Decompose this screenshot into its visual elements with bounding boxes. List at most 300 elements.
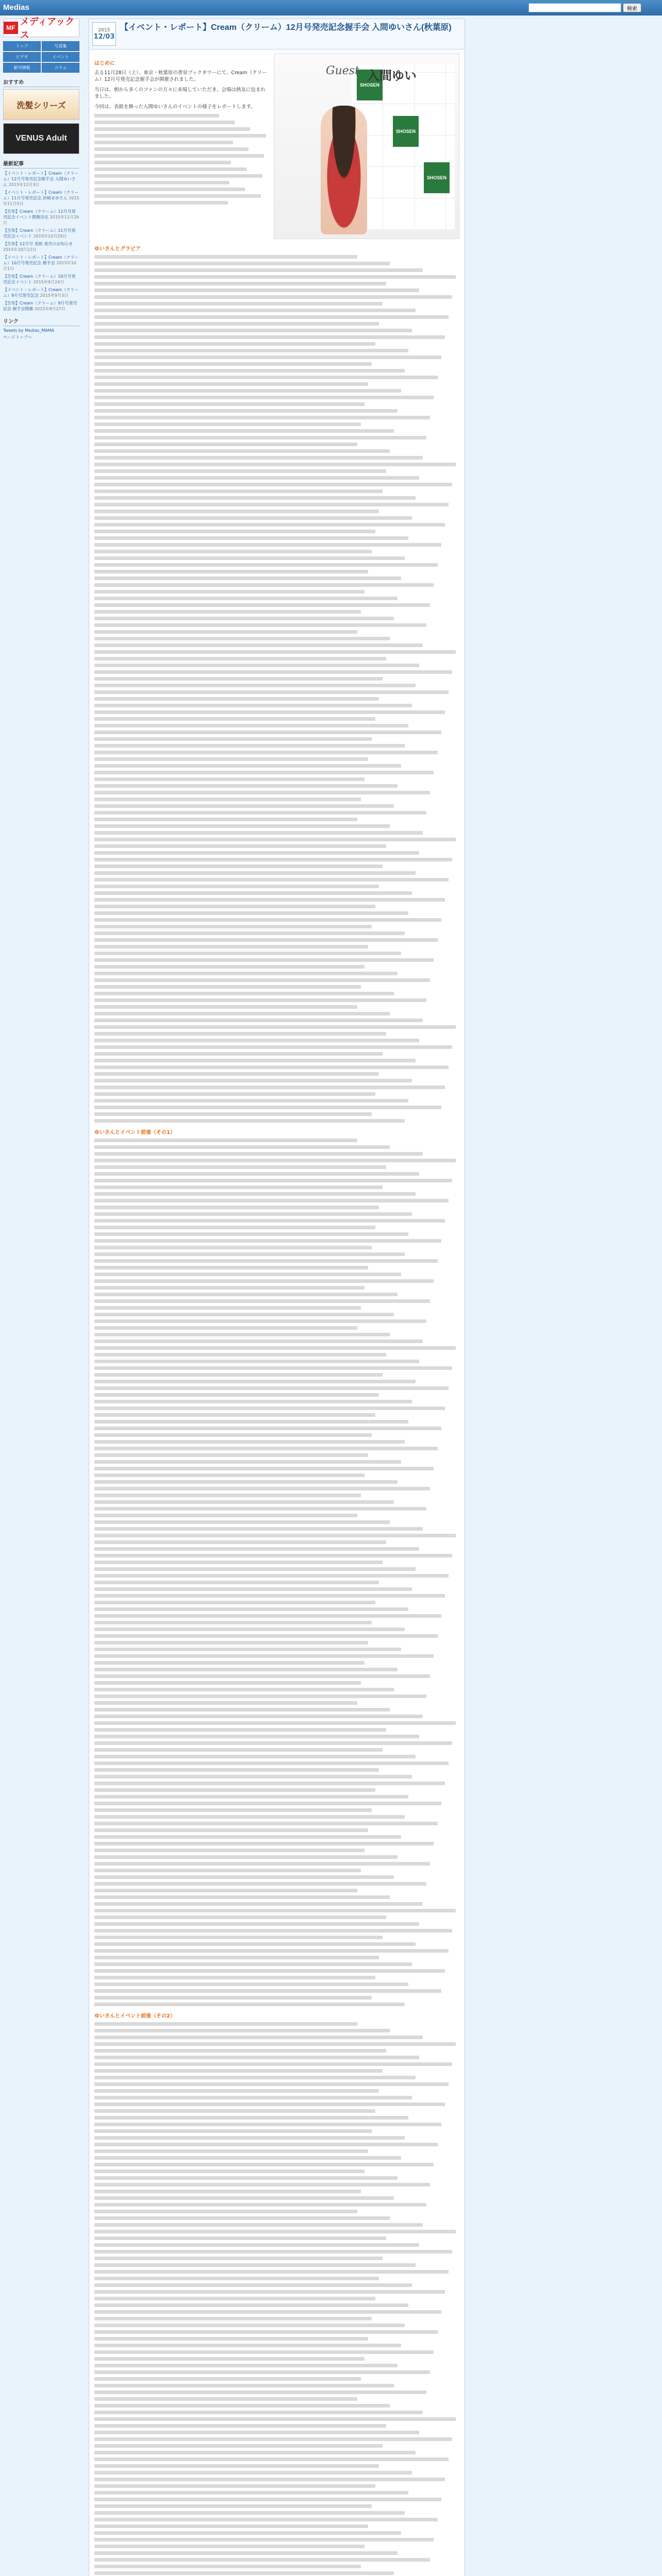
text-line: [94, 2290, 445, 2294]
recent-title: 【イベント・レポート】Cream（クリーム）9月号発売記念: [3, 287, 79, 298]
text-line: [94, 1922, 419, 1926]
paragraph: 当日は、朝から多くのファンの方々に来場していただき、会場は熱気に包まれました。: [94, 87, 266, 99]
text-line: [94, 931, 405, 935]
text-line: [94, 2109, 375, 2113]
text-line: [94, 1895, 390, 1899]
text-line: [94, 1293, 398, 1296]
text-line: [94, 1561, 383, 1564]
text-line: [94, 2062, 452, 2066]
text-line: [94, 2036, 423, 2039]
text-line: [94, 1842, 434, 1845]
text-line: [94, 1761, 449, 1765]
text-line: [94, 1621, 372, 1624]
sidebar: [0, 15, 82, 2576]
text-line: [94, 2330, 438, 2334]
text-line: [94, 1005, 357, 1009]
text-line: [94, 1534, 456, 1537]
recent-item[interactable]: [3, 241, 79, 252]
text-line: [94, 1822, 438, 1825]
main-content: [89, 19, 465, 2576]
recent-date: 2015年8月27日: [35, 307, 65, 311]
text-line: [94, 2384, 394, 2387]
text-line: [94, 2370, 430, 2374]
text-line: [94, 2437, 452, 2441]
text-line: [94, 1982, 408, 1986]
paragraph: 去る11月28日（土）、東京・秋葉原の書泉ブックタワーにて、Cream（クリーム）12月号発売記念握手会が開催されました。: [94, 70, 267, 82]
text-line: [94, 329, 412, 332]
text-line: [94, 2317, 372, 2320]
text-line: [94, 376, 438, 379]
text-line: [94, 1366, 452, 1370]
text-line: [94, 771, 434, 774]
recent-list: [3, 171, 79, 312]
text-line: [94, 2424, 386, 2428]
text-line: [94, 1802, 441, 1805]
text-line: [94, 690, 449, 694]
paragraph: 今回は、表紙を飾った入間ゆいさんのイベントの様子をレポートします。: [94, 104, 256, 110]
text-line: [94, 523, 445, 527]
text-line: [94, 2210, 357, 2213]
text-line: [94, 905, 375, 908]
text-line: [94, 858, 452, 861]
text-line: [94, 1145, 390, 1149]
photo-script: Guest: [326, 64, 359, 77]
text-line: [94, 563, 438, 567]
text-line: [94, 355, 441, 359]
text-line: [94, 777, 365, 781]
text-line: [94, 2096, 412, 2099]
text-line: [94, 1065, 449, 1069]
text-line: [94, 2056, 419, 2059]
text-line: [94, 871, 416, 875]
text-line: [94, 2257, 383, 2260]
text-line: [94, 583, 434, 587]
text-line: [94, 1788, 375, 1792]
text-line: [94, 998, 426, 1002]
text-line: [94, 1815, 405, 1819]
recent-date: 2015年12月3日: [8, 182, 40, 187]
text-line: [94, 1962, 412, 1966]
text-line: [94, 161, 231, 164]
text-line: [94, 1916, 386, 1919]
text-line: [94, 409, 398, 413]
text-line: [94, 134, 266, 138]
text-line: [94, 2082, 449, 2086]
photo-sign: SHOSEN: [393, 116, 419, 147]
text-line: [94, 1782, 445, 1785]
text-line: [94, 1239, 441, 1243]
text-line: [94, 1119, 405, 1123]
text-line: [94, 1681, 361, 1685]
sidebar-heading-recommend: おすすめ: [3, 78, 79, 87]
text-line: [94, 2170, 365, 2173]
text-line: [94, 1360, 419, 1363]
recent-item[interactable]: [3, 255, 79, 272]
recent-item[interactable]: [3, 300, 79, 312]
text-line: [94, 603, 430, 607]
text-line: [94, 1688, 394, 1691]
sidebar-heading-recent: 最新記事: [3, 159, 79, 168]
text-line: [94, 2076, 416, 2079]
article-header: [89, 19, 465, 49]
text-line: [94, 597, 398, 600]
logo-text: メディアックス: [20, 16, 75, 40]
sidebar-heading-links: リンク: [3, 317, 79, 326]
text-line: [94, 1212, 412, 1216]
text-line: [94, 2069, 383, 2073]
text-line: [94, 657, 386, 660]
text-line: [94, 2196, 394, 2200]
text-line: [94, 1219, 445, 1223]
text-line: [94, 1467, 434, 1470]
text-line: [94, 2129, 372, 2133]
text-line: [94, 1059, 416, 1062]
text-line: [94, 2344, 401, 2347]
text-line: [94, 2230, 456, 2233]
text-line: [94, 1259, 438, 1263]
article-title[interactable]: 【イベント・レポート】Cream（クリーム）12月号発売記念握手会 入間ゆいさん(秋葉原): [120, 23, 452, 32]
text-line: [94, 1092, 375, 1096]
nav-item[interactable]: ビデオ: [3, 52, 41, 62]
text-line: [94, 2558, 430, 2562]
text-line: [94, 784, 398, 788]
text-line: [94, 1045, 452, 1049]
text-line: [94, 1172, 419, 1176]
text-line: [94, 1139, 357, 1142]
text-line: [94, 2303, 408, 2307]
text-line: [94, 2364, 398, 2367]
text-line: [94, 851, 419, 855]
text-line: [94, 1741, 452, 1745]
banner-series[interactable]: 洗髪シリーズ: [3, 89, 79, 120]
text-line: [94, 2451, 416, 2454]
text-line: [94, 282, 386, 285]
text-line: [94, 309, 416, 312]
text-line: [94, 302, 383, 306]
text-line: [94, 382, 368, 386]
text-line: [94, 194, 261, 198]
text-line: [94, 623, 426, 627]
text-line: [94, 1708, 390, 1711]
text-line: [94, 2236, 386, 2240]
article-body: [89, 49, 465, 2576]
text-line: [94, 188, 245, 191]
text-block: [94, 1139, 459, 2006]
text-line: [94, 510, 379, 513]
text-line: [94, 2357, 365, 2361]
text-line: [94, 1748, 383, 1752]
text-line: [94, 1273, 401, 1276]
banner-adult[interactable]: VENUS Adult: [3, 123, 79, 154]
text-line: [94, 1192, 416, 1196]
text-line: [94, 985, 361, 989]
photo-sign: SHOSEN: [424, 162, 450, 193]
text-line: [94, 818, 357, 821]
text-line: [94, 1279, 434, 1283]
text-line: [94, 2183, 430, 2187]
text-line: [94, 550, 372, 553]
text-line: [94, 315, 449, 319]
text-line: [94, 556, 405, 560]
text-line: [94, 1232, 408, 1236]
text-line: [94, 992, 394, 995]
text-line: [94, 1185, 383, 1189]
text-line: [94, 289, 419, 292]
text-line: [94, 865, 383, 868]
recent-date: 2015年9月24日: [33, 280, 64, 284]
text-line: [94, 396, 434, 399]
text-line: [94, 369, 405, 372]
text-line: [94, 2565, 361, 2568]
text-line: [94, 1587, 412, 1591]
text-line: [94, 530, 375, 533]
text-line: [94, 1855, 398, 1859]
text-line: [94, 1206, 379, 1209]
text-line: [94, 2283, 412, 2287]
text-line: [94, 1072, 379, 1076]
recent-item[interactable]: [3, 209, 79, 226]
text-line: [94, 2478, 445, 2481]
text-line: [94, 1420, 408, 1423]
text-line: [94, 1099, 408, 1103]
text-line: [94, 2176, 398, 2180]
text-line: [94, 2324, 405, 2327]
text-line: [94, 295, 452, 299]
recent-title: 【告知】Cream（クリーム）9月号発売記念 握手会開催: [3, 301, 77, 311]
text-line: [94, 1909, 456, 1912]
text-line: [94, 1594, 445, 1598]
recent-item[interactable]: [3, 274, 79, 285]
text-line: [94, 543, 441, 547]
recent-item[interactable]: [3, 228, 79, 239]
text-line: [94, 416, 430, 419]
text-line: [94, 449, 390, 453]
text-line: [94, 1494, 361, 1497]
recent-title: 【告知】Cream（クリーム）12月号発売記念イベント開催決定: [3, 209, 76, 219]
text-line: [94, 362, 372, 366]
text-block: [94, 114, 268, 205]
text-line: [94, 2156, 401, 2160]
recent-date: 2015年10月29日: [33, 234, 67, 239]
text-line: [94, 724, 408, 727]
text-line: [94, 275, 456, 279]
text-line: [94, 1949, 449, 1953]
text-line: [94, 1406, 445, 1410]
text-line: [94, 2263, 416, 2267]
recent-item[interactable]: [3, 171, 79, 188]
nav-item[interactable]: 写真集: [42, 41, 79, 51]
text-line: [94, 1520, 390, 1524]
text-line: [94, 710, 445, 714]
text-line: [94, 167, 247, 171]
text-line: [94, 2310, 441, 2314]
text-line: [94, 268, 423, 272]
text-line: [94, 1453, 368, 1457]
twitter-link[interactable]: Tweets by Medias_MAMA: [3, 328, 55, 333]
text-line: [94, 114, 219, 117]
text-line: [94, 1427, 441, 1430]
text-line: [94, 1326, 357, 1330]
search-button[interactable]: 検索: [623, 3, 641, 12]
text-line: [94, 154, 264, 158]
text-line: [94, 476, 419, 480]
text-line: [94, 181, 229, 184]
text-line: [94, 516, 412, 520]
text-line: [94, 2397, 357, 2401]
text-line: [94, 824, 390, 828]
text-line: [94, 2458, 449, 2461]
text-line: [94, 2163, 434, 2166]
recent-title: 【イベント・レポート】Cream（クリーム）10月号発売記念 握手会: [3, 255, 79, 265]
text-line: [94, 891, 412, 895]
text-line: [94, 798, 361, 801]
text-line: [94, 1828, 368, 1832]
nav-item[interactable]: 新刊情報: [3, 63, 41, 73]
text-line: [94, 1648, 401, 1651]
text-line: [94, 1607, 408, 1611]
recent-date: 2015年11月26日: [3, 215, 79, 225]
text-line: [94, 2270, 449, 2274]
text-line: [94, 1313, 394, 1316]
text-line: [94, 764, 401, 768]
text-line: [94, 2042, 456, 2046]
text-line: [94, 650, 456, 654]
text-line: [94, 811, 426, 815]
text-line: [94, 2498, 441, 2501]
text-line: [94, 2143, 438, 2146]
text-line: [94, 878, 449, 882]
text-line: [94, 2190, 361, 2193]
text-line: [94, 2404, 390, 2408]
text-line: [94, 422, 361, 426]
text-line: [94, 1473, 365, 1477]
text-line: [94, 1353, 386, 1357]
site-brand[interactable]: Medias: [3, 3, 29, 12]
text-line: [94, 704, 412, 707]
text-line: [94, 349, 408, 352]
text-line: [94, 2504, 372, 2508]
text-line: [94, 1869, 361, 1872]
text-line: [94, 402, 365, 406]
text-line: [94, 2518, 438, 2521]
text-line: [94, 731, 441, 734]
text-line: [94, 1286, 365, 1290]
text-line: [94, 1333, 390, 1336]
text-line: [94, 2531, 401, 2535]
text-line: [94, 1976, 375, 1979]
text-line: [94, 1956, 379, 1959]
text-line: [94, 945, 368, 948]
text-line: [94, 684, 416, 687]
text-line: [94, 2243, 419, 2247]
text-line: [94, 2250, 452, 2253]
text-line: [94, 536, 408, 540]
text-line: [94, 925, 372, 928]
text-line: [94, 342, 375, 346]
text-line: [94, 1668, 398, 1671]
text-line: [94, 1306, 361, 1310]
text-line: [94, 2123, 441, 2126]
text-line: [94, 577, 401, 580]
text-line: [94, 938, 438, 942]
text-line: [94, 1019, 423, 1022]
text-line: [94, 141, 233, 144]
text-line: [94, 121, 235, 124]
text-line: [94, 717, 375, 721]
text-line: [94, 2049, 386, 2053]
recent-item[interactable]: [3, 190, 79, 207]
search-input[interactable]: [528, 3, 621, 12]
text-line: [94, 429, 394, 433]
text-line: [94, 677, 383, 681]
page-top-link[interactable]: ページトップへ: [3, 335, 32, 340]
text-line: [94, 2545, 365, 2548]
text-line: [94, 1413, 375, 1417]
text-line: [94, 1694, 426, 1698]
text-line: [94, 1674, 430, 1678]
recent-title: 【告知】Cream（クリーム）11月号発売記念イベント: [3, 228, 76, 239]
text-line: [94, 2431, 419, 2434]
nav-item[interactable]: コラム: [42, 63, 79, 73]
text-line: [94, 1152, 423, 1156]
site-logo[interactable]: [3, 16, 79, 40]
text-line: [94, 2203, 426, 2207]
text-line: [94, 1086, 445, 1089]
date-badge: [92, 22, 116, 46]
text-line: [94, 898, 445, 902]
text-line: [94, 1574, 449, 1578]
text-line: [94, 1849, 365, 1852]
text-line: [94, 389, 401, 393]
text-line: [94, 1346, 456, 1350]
text-line: [94, 1039, 419, 1042]
recent-item[interactable]: [3, 287, 79, 298]
recent-date: 2015年10月22日: [3, 247, 37, 252]
text-line: [94, 2216, 390, 2220]
text-line: [94, 670, 452, 674]
text-line: [94, 1902, 423, 1906]
text-line: [94, 637, 390, 640]
text-line: [94, 469, 386, 473]
recent-title: 【告知】12月号 表紙 発売のお知らせ: [3, 242, 73, 246]
text-line: [94, 456, 423, 460]
text-line: [94, 1179, 452, 1182]
text-line: [94, 744, 405, 748]
date-monthday: 12/03: [93, 32, 115, 41]
recent-title: 【イベント・レポート】Cream（クリーム）12月号発売記念握手会 入間ゆいさん: [3, 171, 79, 187]
text-line: [94, 697, 379, 701]
photo-sign: SHOSEN: [357, 70, 383, 100]
text-line: [94, 1715, 423, 1718]
text-line: [94, 972, 398, 975]
text-line: [94, 2377, 361, 2381]
text-line: [94, 2149, 368, 2153]
recent-title: 【告知】Cream（クリーム）10月号発売記念イベント: [3, 274, 76, 284]
text-line: [94, 2136, 405, 2140]
text-line: [94, 1460, 401, 1464]
nav-item[interactable]: トップ: [3, 41, 41, 51]
text-line: [94, 918, 441, 922]
nav-item[interactable]: イベント: [42, 52, 79, 62]
text-line: [94, 1775, 412, 1778]
event-photo[interactable]: [274, 54, 459, 239]
text-line: [94, 255, 357, 259]
text-line: [94, 1875, 394, 1879]
text-line: [94, 664, 419, 667]
text-line: [94, 1654, 434, 1658]
text-line: [94, 1581, 379, 1584]
text-line: [94, 1835, 401, 1839]
